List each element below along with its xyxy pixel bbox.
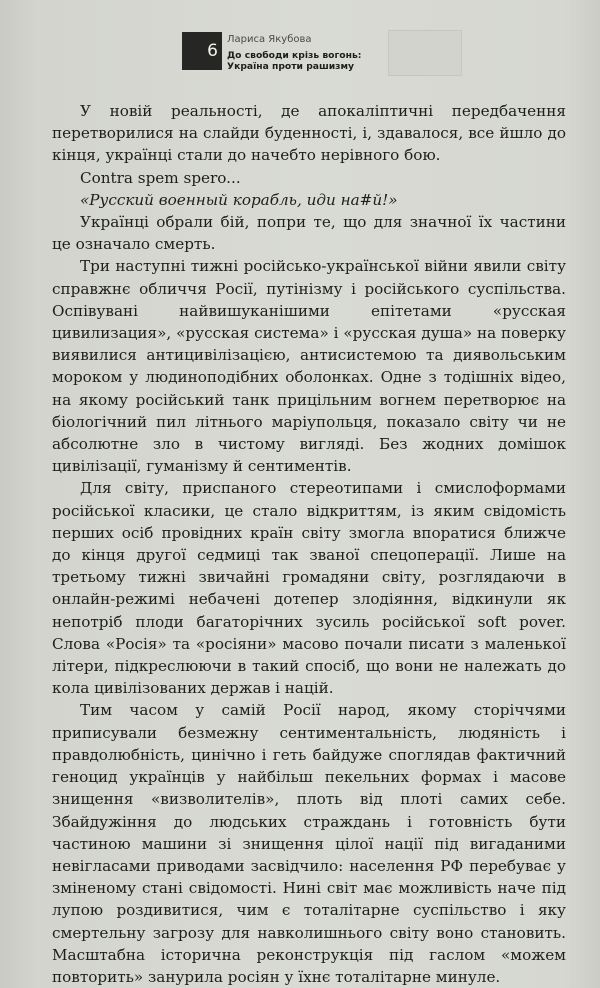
header-book-title: До свободи крізь вогонь: xyxy=(227,50,362,61)
running-header xyxy=(182,32,361,72)
header-text xyxy=(227,32,361,72)
paragraph: Для світу, приспаного стереотипами і смислоформами російської класики, це стало відкриттям, із яким свідомість перших осіб провідних країн світу змогла впоратися ближче до кінця другої седмиці так званої спецоперації. Лише на третьому тижні звичайні громадяни світу, розглядаючи в онлайн-режимі небачені дотепер злодіяння, відкинули як непотріб плоди багаторічних зусиль російської soft pover. Слова «Росія» та «росіяни» масово почали писати з маленької літери, підкреслюючи в такий спосіб, що вони не належать до кола цивілізованих держав і націй. xyxy=(52,479,566,698)
page-number: 6 xyxy=(182,32,222,70)
quote-italic: «Русский военный корабль, иди на#й!» xyxy=(80,190,398,209)
paragraph: Три наступні тижні російсько-української війни явили світу справжнє обличчя Росії, путінізму і російського суспільства. Оспівувані найвишуканішими епітетами «русская цивилизация», «русская система» і «русская душа» на поверку виявилися антицивілізацією, антисистемою та диявольським мороком у людиноподібних оболонках. Одне з тодішніх відео, на якому російський танк прицільним вогнем перетворює на біологічний пил літнього маріупольця, показало світу чи не абсолютне зло в чистому вигляді. Без жодних домішок цивілізації, гуманізму й сентиментів. xyxy=(52,257,566,476)
paragraph: Тим часом у самій Росії народ, якому сторіччями приписували безмежну сентиментальність, людяність і правдолюбність, цинічно і геть байдуже споглядав фактичний геноцид українців у найбільш пекельних формах і масове знищення «визволителів», плоть від плоті самих себе. Збайдужіння до людських страждань і готовність бути частиною машини зі знищення цілої нації під вигаданими невігласами приводами засвідчило: населення РФ перебуває у зміненому стані свідомості. Нині світ має можливість наче під лупою роздивитися, чим є тоталітарне суспільство і яку смертельну загрозу для навколишнього світу воно становить. Масштабна історична реконструкція під гаслом «можем повторить» занурила росіян у їхнє тоталітарне минуле. xyxy=(52,701,566,986)
body-text xyxy=(52,100,566,988)
header-book-subtitle: Україна проти рашизму xyxy=(227,61,354,72)
header-decoration xyxy=(388,30,462,76)
epigraph-latin: Contra spem spero... xyxy=(80,168,241,187)
header-author: Лариса Якубова xyxy=(227,34,312,45)
paragraph: Українці обрали бій, попри те, що для значної їх частини це означало смерть. xyxy=(52,213,566,254)
paragraph: У новій реальності, де апокаліптичні передбачення перетворилися на слайди буденності, і, здавалося, все йшло до кінця, українці стали до начебто нерівного бою. xyxy=(52,102,566,165)
